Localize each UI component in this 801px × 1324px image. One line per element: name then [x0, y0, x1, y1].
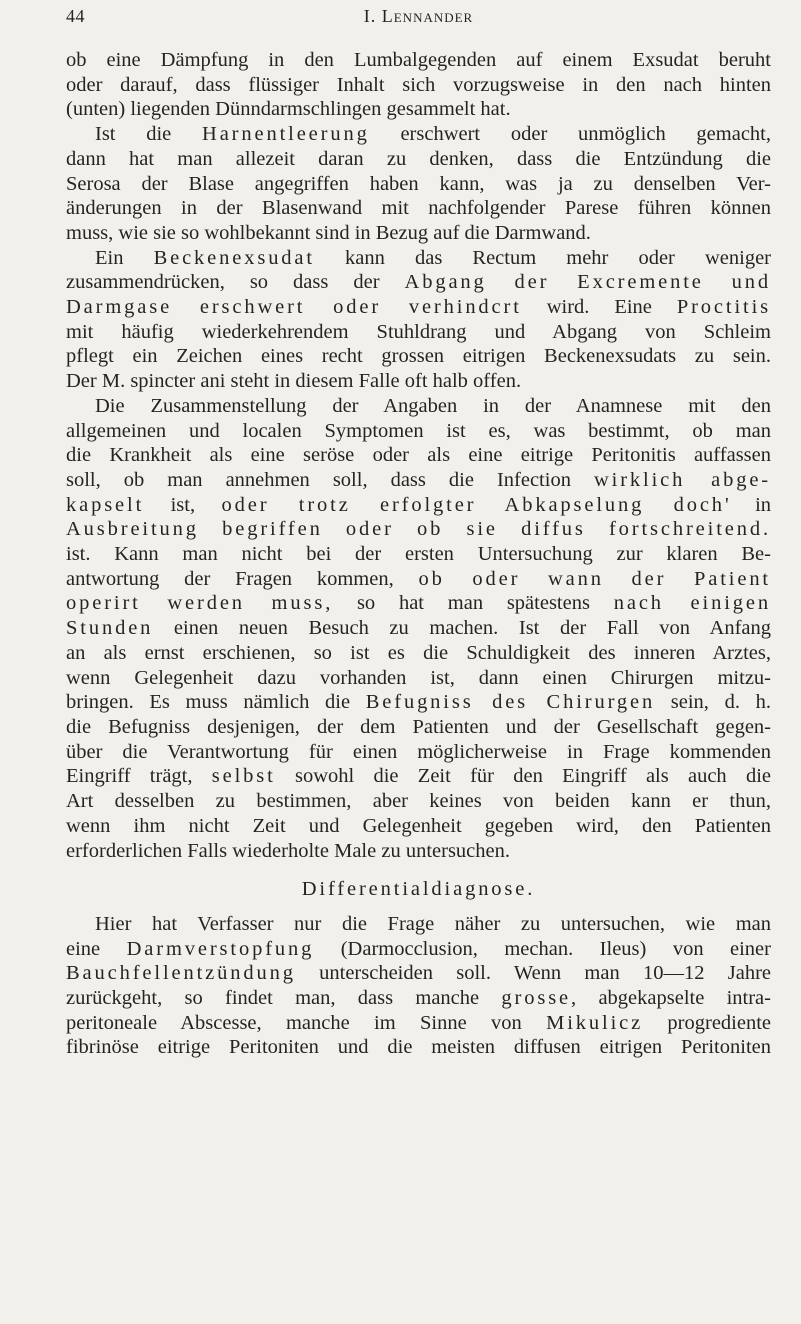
- text-line: (unten) liegenden Dünndarmschlingen gesammelt hat.: [66, 98, 511, 121]
- text-line: Ist die Harnentleerung erschwert oder unmöglich gemacht,: [95, 123, 771, 146]
- text-line: mit häufig wiederkehrendem Stuhldrang und Abgang von Schleim: [66, 320, 771, 343]
- text-line: oder darauf, dass flüssiger Inhalt sich vorzugsweise in den nach hinten: [66, 73, 771, 96]
- text-line: Die Zusammenstellung der Angaben in der Anamnese mit den: [95, 394, 771, 417]
- spaced-term: operirt werden muss,: [66, 592, 334, 615]
- text-line: fibrinöse eitrige Peritoniten und die meisten diffusen eitrigen Peritoniten: [66, 1036, 771, 1059]
- text-line: peritoneale Abscesse, manche im Sinne von Mikulicz progrediente: [66, 1011, 772, 1034]
- text-line: über die Verantwortung für einen möglicherweise in Frage kommenden: [66, 740, 771, 763]
- text-line: die Befugniss desjenigen, der dem Patienten und der Gesellschaft gegen-: [66, 715, 771, 738]
- paragraph: [66, 122, 771, 246]
- text-line: pflegt ein Zeichen eines recht grossen eitrigen Beckenexsudats zu sein.: [66, 345, 771, 368]
- spaced-term: nach einigen: [613, 592, 771, 615]
- text-line: erforderlichen Falls wiederholte Male zu untersuchen.: [66, 839, 510, 862]
- text-line: bringen. Es muss nämlich die Befugniss des Chirurgen sein, d. h.: [66, 691, 771, 714]
- text-line: Ein Beckenexsudat kann das Rectum mehr oder weniger: [95, 246, 771, 269]
- section-heading: Differentialdiagnose.: [301, 878, 536, 901]
- text-line: eine Darmverstopfung (Darmocclusion, mechan. Ileus) von einer: [66, 937, 771, 960]
- spaced-term: kapselt: [66, 493, 145, 516]
- spaced-term: ob oder wann der Patient: [418, 567, 771, 590]
- text-line: antwortung der Fragen kommen, ob oder wann der Patient: [66, 567, 771, 590]
- paragraph: [66, 912, 771, 1060]
- text-line: allgemeinen und localen Symptomen ist es, was bestimmt, ob man: [66, 419, 771, 442]
- body-text: [66, 48, 771, 1060]
- spaced-term: Darmverstopfung: [126, 937, 315, 960]
- text-line: soll, ob man annehmen soll, dass die Infection wirklich abge-: [66, 468, 771, 491]
- text-line: ist. Kann man nicht bei der ersten Untersuchung zur klaren Be-: [66, 543, 771, 566]
- text-line: zurückgeht, so findet man, dass manche grosse, abgekapselte intra-: [66, 987, 771, 1010]
- text-line: muss, wie sie so wohlbekannt sind in Bezug auf die Darmwand.: [66, 221, 591, 244]
- text-line: kapselt ist, oder trotz erfolgter Abkapselung doch' in: [66, 493, 772, 516]
- text-line: Darmgase erschwert oder verhindcrt wird. Eine Proctitis: [66, 296, 771, 319]
- page-number: 44: [66, 6, 85, 26]
- spaced-term: selbst: [211, 765, 276, 788]
- text-line: Ausbreitung begriffen oder ob sie diffus fortschreitend.: [66, 518, 771, 541]
- paragraph: [66, 48, 771, 122]
- text-line: zusammendrücken, so dass der Abgang der Excremente und: [66, 271, 771, 294]
- running-head: I. Lennander: [363, 6, 474, 26]
- text-line: Stunden einen neuen Besuch zu machen. Ist der Fall von Anfang: [66, 617, 771, 640]
- spaced-term: Bauchfellentzündung: [66, 962, 296, 985]
- text-line: Art desselben zu bestimmen, aber keines von beiden kann er thun,: [66, 790, 771, 813]
- paragraph: [66, 246, 771, 394]
- text-line: Bauchfellentzündung unterscheiden soll. Wenn man 10—12 Jahre: [66, 962, 771, 985]
- text-line: änderungen in der Blasenwand mit nachfolgender Parese führen können: [66, 197, 771, 220]
- text-line: Eingriff trägt, selbst sowohl die Zeit für den Eingriff als auch die: [66, 765, 772, 788]
- spaced-term: wirklich abge-: [593, 468, 771, 491]
- text-line: wenn ihm nicht Zeit und Gelegenheit gegeben wird, den Patienten: [66, 814, 771, 837]
- text-line: wenn Gelegenheit dazu vorhanden ist, dann einen Chirurgen mitzu-: [66, 666, 771, 689]
- spaced-term: Stunden: [66, 617, 154, 640]
- spaced-term: oder trotz erfolgter Abkapselung doch: [221, 493, 725, 516]
- spaced-term: Mikulicz: [546, 1011, 644, 1034]
- text-line: Hier hat Verfasser nur die Frage näher zu untersuchen, wie man: [95, 912, 771, 935]
- spaced-term: Abgang der Excremente und: [404, 271, 771, 294]
- spaced-term: Proctitis: [676, 296, 771, 319]
- text-line: Der M. spincter ani steht in diesem Falle oft halb offen.: [66, 370, 522, 393]
- text-line: an als ernst erschienen, so ist es die Schuldigkeit des inneren Arztes,: [66, 641, 771, 664]
- text-line: ob eine Dämpfung in den Lumbalgegenden auf einem Exsudat beruht: [66, 49, 771, 71]
- text-line: dann hat man allezeit daran zu denken, dass die Entzündung die: [66, 147, 771, 170]
- text-line: Serosa der Blase angegriffen haben kann, was ja zu denselben Ver-: [66, 172, 771, 195]
- spaced-term: Harnentleerung: [202, 123, 370, 146]
- paragraph: [66, 394, 771, 863]
- text-line: die Krankheit als eine seröse oder als eine eitrige Peritonitis auffassen: [66, 444, 771, 467]
- text-line: operirt werden muss, so hat man spätestens nach einigen: [66, 592, 771, 615]
- page-header: [66, 0, 771, 48]
- spaced-term: Befugniss des Chirurgen: [365, 691, 656, 714]
- spaced-term: Darmgase erschwert oder verhindcrt: [66, 296, 522, 319]
- spaced-term: Beckenexsudat: [153, 246, 315, 269]
- spaced-term: grosse: [501, 987, 572, 1010]
